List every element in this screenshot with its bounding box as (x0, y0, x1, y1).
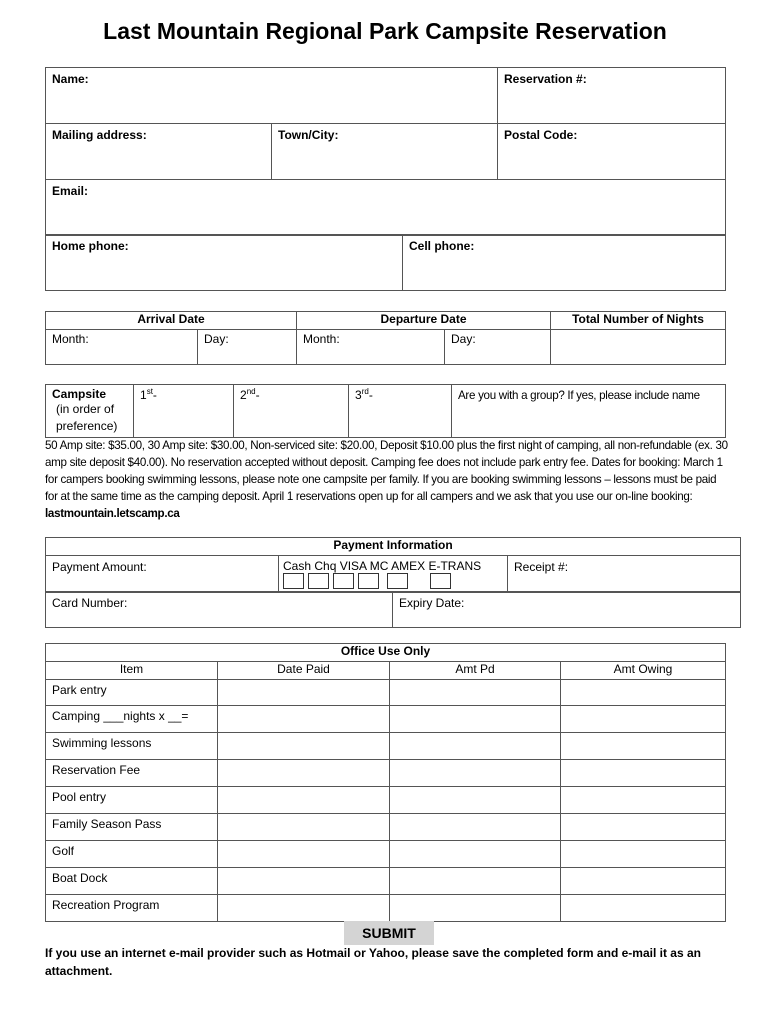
mc-checkbox[interactable] (358, 573, 379, 589)
office-item-label (46, 706, 218, 733)
reservation-number-label: Reservation #: (504, 72, 587, 86)
departure-date-header: Departure Date (297, 312, 551, 330)
home-phone-field[interactable] (46, 235, 403, 291)
office-item-label (46, 733, 218, 760)
office-item-text: Pool entry (52, 790, 107, 804)
group-name-field[interactable] (452, 385, 726, 438)
office-item-text: Reservation Fee (52, 763, 141, 777)
dates-table (45, 311, 726, 365)
office-rows (46, 680, 726, 922)
date-paid-cell[interactable] (218, 706, 390, 733)
campsite-table (45, 384, 726, 438)
chq-checkbox[interactable] (308, 573, 329, 589)
departure-month-field[interactable] (297, 330, 445, 365)
amt-owing-cell[interactable] (561, 760, 726, 787)
first-choice-label: 1 (140, 388, 147, 402)
amt-pd-cell[interactable] (390, 760, 561, 787)
payment-header: Payment Information (46, 538, 741, 556)
payment-methods (279, 556, 508, 593)
campsite-second-choice[interactable]: 2nd- (234, 385, 349, 438)
second-choice-label: 2 (240, 388, 247, 402)
cell-phone-field[interactable] (403, 235, 726, 291)
date-paid-cell[interactable] (218, 868, 390, 895)
pricing-notes (45, 437, 730, 522)
campsite-label-cell (46, 385, 134, 438)
table-row (46, 706, 726, 733)
amt-owing-cell[interactable] (561, 814, 726, 841)
date-paid-cell[interactable] (218, 733, 390, 760)
campsite-sublabel: (in order of preference) (56, 402, 118, 433)
mailing-address-label: Mailing address: (52, 128, 147, 142)
method-amex-label: AMEX (391, 559, 426, 573)
receipt-label: Receipt #: (514, 560, 569, 574)
table-row (46, 895, 726, 922)
office-item-text: Swimming lessons (52, 736, 152, 750)
booking-link[interactable]: lastmountain.letscamp.ca (45, 507, 180, 520)
total-nights-field[interactable] (551, 330, 726, 365)
amt-pd-cell[interactable] (390, 841, 561, 868)
card-number-label: Card Number: (52, 596, 128, 610)
town-city-label: Town/City: (278, 128, 339, 142)
postal-code-label: Postal Code: (504, 128, 578, 142)
method-chq-label: Chq (314, 559, 337, 573)
email-label: Email: (52, 184, 89, 198)
column-amt-owing: Amt Owing (561, 662, 726, 680)
pricing-notes-text: 50 Amp site: $35.00, 30 Amp site: $30.00, Non-serviced site: $20.00, Deposit $10.00 plus the first night of camping, all non-refundable (ex. 30 amp site deposit $40.00). No reservation accepted without deposit. Camping fee does not include park entry fee. Dates for booking: March 1 for campers booking swimming lessons, please note one campsite per family. If you are booking swimming lessons – lessons must be paid for at the same time as the camping deposit. April 1 reservations open up for all campers and we ask that you use our on-line booking: (45, 439, 728, 503)
date-paid-cell[interactable] (218, 841, 390, 868)
amt-pd-cell[interactable] (390, 733, 561, 760)
amt-owing-cell[interactable] (561, 895, 726, 922)
town-city-field[interactable] (272, 124, 498, 180)
payment-amount-field[interactable] (46, 556, 279, 593)
office-item-text: Boat Dock (52, 871, 108, 885)
amt-pd-cell[interactable] (390, 814, 561, 841)
expiry-date-field[interactable] (393, 592, 741, 628)
method-cash-label: Cash (283, 559, 312, 573)
date-paid-cell[interactable] (218, 895, 390, 922)
office-item-label (46, 841, 218, 868)
amt-pd-cell[interactable] (390, 895, 561, 922)
table-row (46, 868, 726, 895)
campsite-first-choice[interactable]: 1st- (134, 385, 234, 438)
payment-amount-label: Payment Amount: (52, 560, 147, 574)
second-choice-sup: nd (246, 387, 256, 396)
payment-table (45, 537, 741, 593)
column-amt-pd: Amt Pd (390, 662, 561, 680)
office-item-text: Camping ___nights x __= (52, 709, 189, 723)
column-date-paid: Date Paid (218, 662, 390, 680)
table-row (46, 841, 726, 868)
visa-checkbox[interactable] (333, 573, 354, 589)
amex-checkbox[interactable] (387, 573, 408, 589)
card-number-field[interactable] (46, 592, 393, 628)
phone-table (45, 234, 726, 291)
office-item-label (46, 787, 218, 814)
page-title: Last Mountain Regional Park Campsite Reservation (103, 18, 667, 44)
table-row (46, 733, 726, 760)
table-row (46, 760, 726, 787)
mailing-address-field[interactable] (46, 124, 272, 180)
group-question-label: Are you with a group? If yes, please include name (458, 389, 700, 402)
office-use-table (45, 643, 726, 922)
table-row (46, 787, 726, 814)
cell-phone-label: Cell phone: (409, 239, 475, 253)
column-item: Item (46, 662, 218, 680)
office-item-text: Park entry (52, 683, 107, 697)
contact-table (45, 67, 726, 236)
office-item-label (46, 868, 218, 895)
table-row (46, 814, 726, 841)
table-row (46, 680, 726, 706)
campsite-third-choice[interactable]: 3rd- (349, 385, 452, 438)
office-item-text: Golf (52, 844, 75, 858)
email-field[interactable] (46, 180, 726, 236)
date-paid-cell[interactable] (218, 760, 390, 787)
arrival-month-field[interactable] (46, 330, 198, 365)
arrival-date-header: Arrival Date (46, 312, 297, 330)
amt-owing-cell[interactable] (561, 787, 726, 814)
office-item-text: Recreation Program (52, 898, 160, 912)
amt-pd-cell[interactable] (390, 868, 561, 895)
method-visa-label: VISA (339, 559, 367, 573)
third-choice-sup: rd (361, 387, 369, 396)
method-mc-label: MC (369, 559, 389, 573)
office-item-label (46, 760, 218, 787)
date-paid-cell[interactable] (218, 680, 390, 706)
office-use-header: Office Use Only (46, 644, 726, 662)
cash-checkbox[interactable] (283, 573, 304, 589)
office-item-label (46, 814, 218, 841)
office-item-text: Family Season Pass (52, 817, 162, 831)
campsite-label: Campsite (52, 387, 107, 401)
amt-owing-cell[interactable] (561, 841, 726, 868)
submit-button[interactable]: SUBMIT (344, 921, 434, 945)
name-field[interactable] (46, 68, 498, 124)
arrival-month-label: Month: (52, 332, 89, 346)
total-nights-header: Total Number of Nights (551, 312, 726, 330)
third-choice-label: 3 (355, 388, 362, 402)
first-choice-sup: st (146, 387, 153, 396)
office-item-label (46, 680, 218, 706)
arrival-day-label: Day: (204, 332, 229, 346)
amt-owing-cell[interactable] (561, 706, 726, 733)
departure-month-label: Month: (303, 332, 340, 346)
card-table (45, 591, 741, 628)
home-phone-label: Home phone: (52, 239, 129, 253)
reservation-number-field[interactable] (498, 68, 726, 124)
amt-pd-cell[interactable] (390, 680, 561, 706)
name-label: Name: (52, 72, 89, 86)
arrival-day-field[interactable] (198, 330, 297, 365)
postal-code-field[interactable] (498, 124, 726, 180)
office-item-label (46, 895, 218, 922)
amt-owing-cell[interactable] (561, 680, 726, 706)
method-etrans-label: E-TRANS (428, 559, 482, 573)
footer-note: If you use an internet e-mail provider such as Hotmail or Yahoo, please save the completed form and e-mail it as an attachment. (45, 946, 701, 978)
etrans-checkbox[interactable] (430, 573, 451, 589)
date-paid-cell[interactable] (218, 787, 390, 814)
amt-pd-cell[interactable] (390, 706, 561, 733)
receipt-field[interactable] (508, 556, 741, 593)
amt-owing-cell[interactable] (561, 868, 726, 895)
date-paid-cell[interactable] (218, 814, 390, 841)
amt-pd-cell[interactable] (390, 787, 561, 814)
expiry-date-label: Expiry Date: (399, 596, 465, 610)
departure-day-field[interactable] (445, 330, 551, 365)
departure-day-label: Day: (451, 332, 476, 346)
amt-owing-cell[interactable] (561, 733, 726, 760)
